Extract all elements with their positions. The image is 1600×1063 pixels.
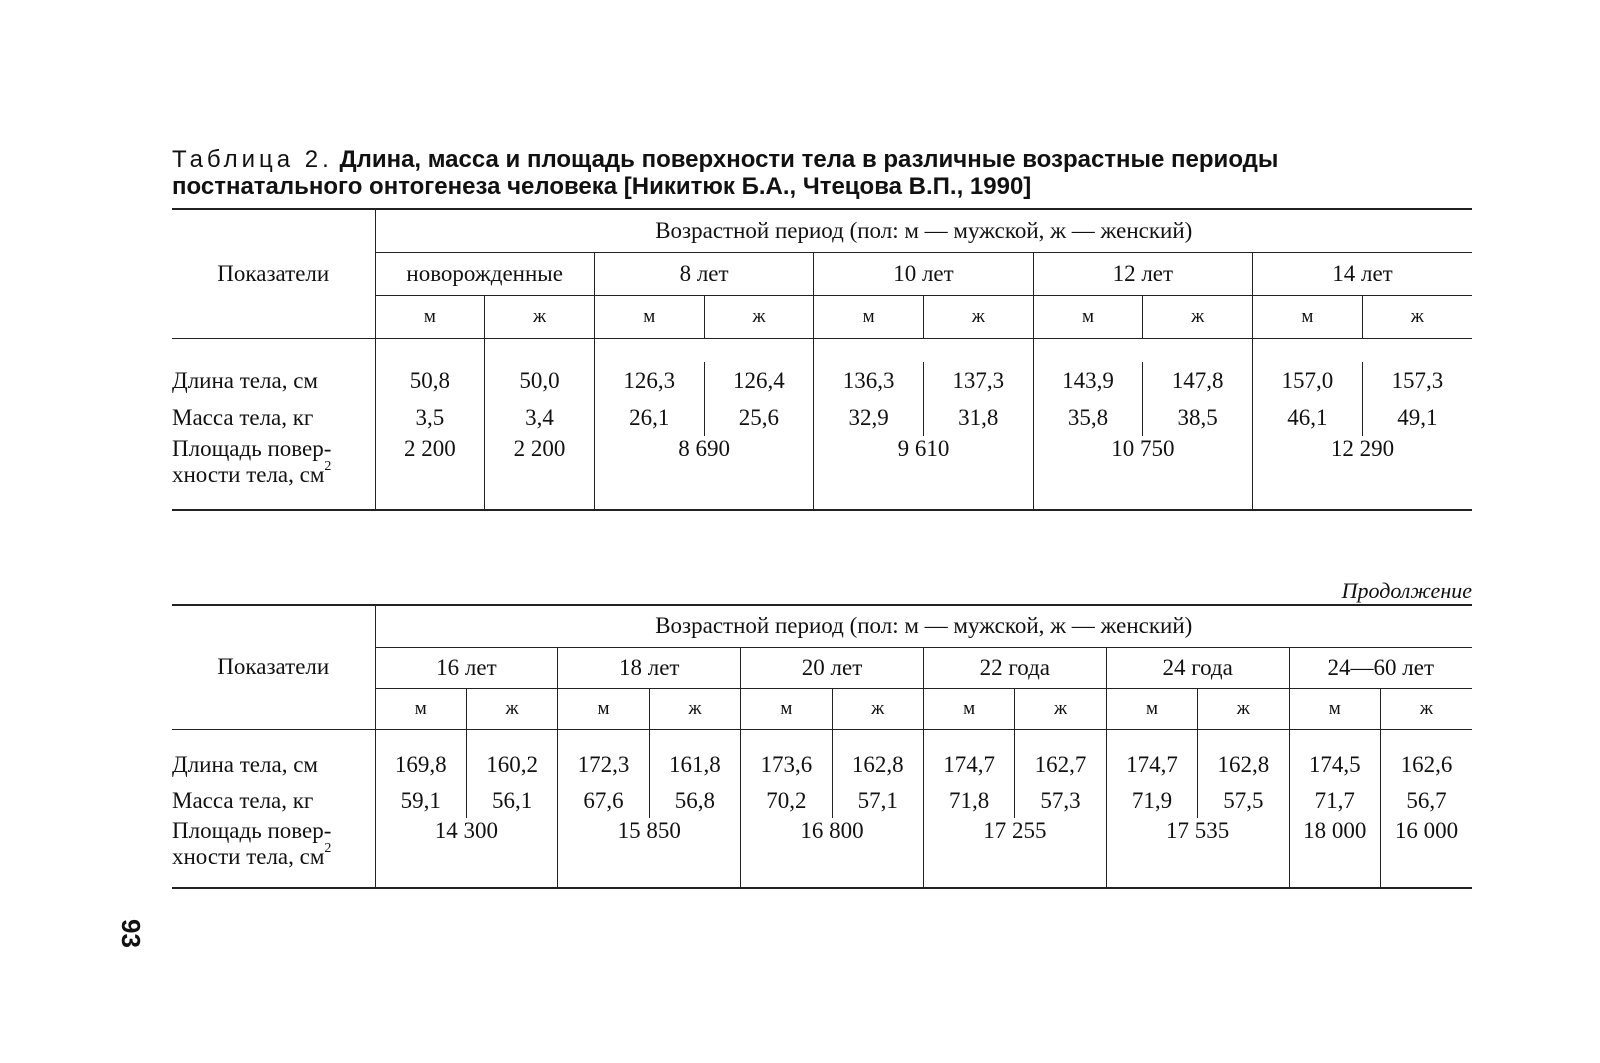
- sex-header: м: [814, 295, 924, 338]
- table-cell: 157,3: [1362, 362, 1472, 399]
- sex-header: ж: [485, 295, 595, 338]
- page-number: 93: [116, 919, 146, 948]
- table-cell: 56,7: [1380, 783, 1472, 818]
- sex-header: м: [1033, 295, 1143, 338]
- table-cell: 126,3: [594, 362, 704, 399]
- table-cell: 17 255: [923, 818, 1106, 888]
- table-cell: 17 535: [1106, 818, 1289, 888]
- table-cell: 143,9: [1033, 362, 1143, 399]
- table-cell: 8 690: [594, 436, 813, 510]
- table-cell: 16 000: [1380, 818, 1472, 888]
- table-cell: 3,4: [485, 399, 595, 436]
- table-cell: 10 750: [1033, 436, 1252, 510]
- table-cell: 50,8: [375, 362, 485, 399]
- age-header: 24 года: [1106, 647, 1289, 688]
- table-cell: 126,4: [704, 362, 814, 399]
- sex-header: м: [1106, 688, 1197, 729]
- table-cell: 57,3: [1015, 783, 1106, 818]
- table-cell: 2 200: [375, 436, 485, 510]
- table-cell: 18 000: [1289, 818, 1380, 888]
- row-label-area-line1: Площадь повер-: [172, 436, 332, 461]
- table-cell: 14 300: [375, 818, 558, 888]
- table-cell: 172,3: [558, 747, 649, 783]
- sex-header: ж: [1380, 688, 1472, 729]
- row-label-length: Длина тела, см: [172, 752, 318, 777]
- table-cell: 161,8: [649, 747, 740, 783]
- age-header: 10 лет: [814, 252, 1033, 295]
- period-header: Возрастной период (пол: м — мужской, ж — женский): [375, 605, 1472, 647]
- sex-header: ж: [466, 688, 557, 729]
- table-cell: 31,8: [923, 399, 1033, 436]
- sex-header: ж: [649, 688, 740, 729]
- table-cell: 160,2: [466, 747, 557, 783]
- table-cell: 46,1: [1253, 399, 1363, 436]
- row-label-area: [172, 436, 375, 510]
- table-cell: 56,1: [466, 783, 557, 818]
- table-cell: 26,1: [594, 399, 704, 436]
- table-cell: 59,1: [375, 783, 466, 818]
- indicator-header: Показатели: [172, 605, 375, 729]
- sex-header: ж: [832, 688, 923, 729]
- age-header: 20 лет: [741, 647, 924, 688]
- sex-header: м: [594, 295, 704, 338]
- table-cell: 57,1: [832, 783, 923, 818]
- table-cell: 162,8: [1198, 747, 1289, 783]
- table-cell: 162,7: [1015, 747, 1106, 783]
- table-cell: 49,1: [1362, 399, 1472, 436]
- area-unit-superscript: 2: [324, 459, 332, 474]
- table-cell: 56,8: [649, 783, 740, 818]
- table-cell: 162,6: [1380, 747, 1472, 783]
- table-cell: 32,9: [814, 399, 924, 436]
- table-cell: 9 610: [814, 436, 1033, 510]
- continuation-label: Продолжение: [1341, 578, 1472, 603]
- table-part-2: [172, 604, 1472, 889]
- table-cell: 169,8: [375, 747, 466, 783]
- sex-header: м: [1253, 295, 1363, 338]
- table-cell: 57,5: [1198, 783, 1289, 818]
- age-header: 18 лет: [558, 647, 741, 688]
- table-cell: 173,6: [741, 747, 832, 783]
- table-cell: 174,5: [1289, 747, 1380, 783]
- table-cell: 38,5: [1143, 399, 1253, 436]
- row-label-mass: Масса тела, кг: [172, 787, 314, 813]
- table-cell: 35,8: [1033, 399, 1143, 436]
- age-header: 8 лет: [594, 252, 813, 295]
- table-cell: 136,3: [814, 362, 924, 399]
- age-header: 14 лет: [1253, 252, 1473, 295]
- table-part-1: [172, 208, 1472, 511]
- sex-header: ж: [1198, 688, 1289, 729]
- row-label-area-line2: хности тела, см: [172, 462, 325, 487]
- sex-header: м: [375, 688, 466, 729]
- row-label-area-line1: Площадь повер-: [172, 818, 332, 843]
- sex-header: м: [1289, 688, 1380, 729]
- table-cell: 50,0: [485, 362, 595, 399]
- sex-header: ж: [1015, 688, 1106, 729]
- table-cell: 16 800: [741, 818, 924, 888]
- table-title: Длина, масса и площадь поверхности тела в различные возрастные периоды постнатального онтогенеза человека [Никитюк Б.А., Чтецова В.П., 1990]: [172, 146, 1279, 200]
- age-header: 22 года: [923, 647, 1106, 688]
- sex-header: ж: [1143, 295, 1253, 338]
- table-cell: 71,9: [1106, 783, 1197, 818]
- sex-header: м: [923, 688, 1014, 729]
- table-cell: 71,7: [1289, 783, 1380, 818]
- area-unit-superscript: 2: [324, 841, 332, 856]
- age-header: 24—60 лет: [1289, 647, 1472, 688]
- table-cell: 174,7: [923, 747, 1014, 783]
- row-label-area-line2: хности тела, см: [172, 844, 325, 869]
- table-cell: 70,2: [741, 783, 832, 818]
- age-header: 16 лет: [375, 647, 558, 688]
- table-cell: 67,6: [558, 783, 649, 818]
- sex-header: ж: [923, 295, 1033, 338]
- table-cell: 15 850: [558, 818, 741, 888]
- sex-header: ж: [704, 295, 814, 338]
- table-cell: 25,6: [704, 399, 814, 436]
- table-cell: 174,7: [1106, 747, 1197, 783]
- period-header: Возрастной период (пол: м — мужской, ж — женский): [375, 209, 1472, 252]
- age-header: 12 лет: [1033, 252, 1252, 295]
- sex-header: м: [741, 688, 832, 729]
- table-cell: 12 290: [1253, 436, 1473, 510]
- row-label-length: Длина тела, см: [172, 367, 318, 393]
- table-caption: [172, 146, 1472, 200]
- sex-header: м: [375, 295, 485, 338]
- table-cell: 147,8: [1143, 362, 1253, 399]
- row-label-mass: Масса тела, кг: [172, 404, 314, 430]
- table-cell: 137,3: [923, 362, 1033, 399]
- row-label-area: [172, 818, 375, 888]
- indicator-header: Показатели: [172, 209, 375, 338]
- table-cell: 2 200: [485, 436, 595, 510]
- table-cell: 71,8: [923, 783, 1014, 818]
- age-header: новорожденные: [375, 252, 594, 295]
- table-cell: 157,0: [1253, 362, 1363, 399]
- table-cell: 3,5: [375, 399, 485, 436]
- sex-header: ж: [1362, 295, 1472, 338]
- sex-header: м: [558, 688, 649, 729]
- table-label: Таблица 2.: [172, 146, 333, 173]
- table-cell: 162,8: [832, 747, 923, 783]
